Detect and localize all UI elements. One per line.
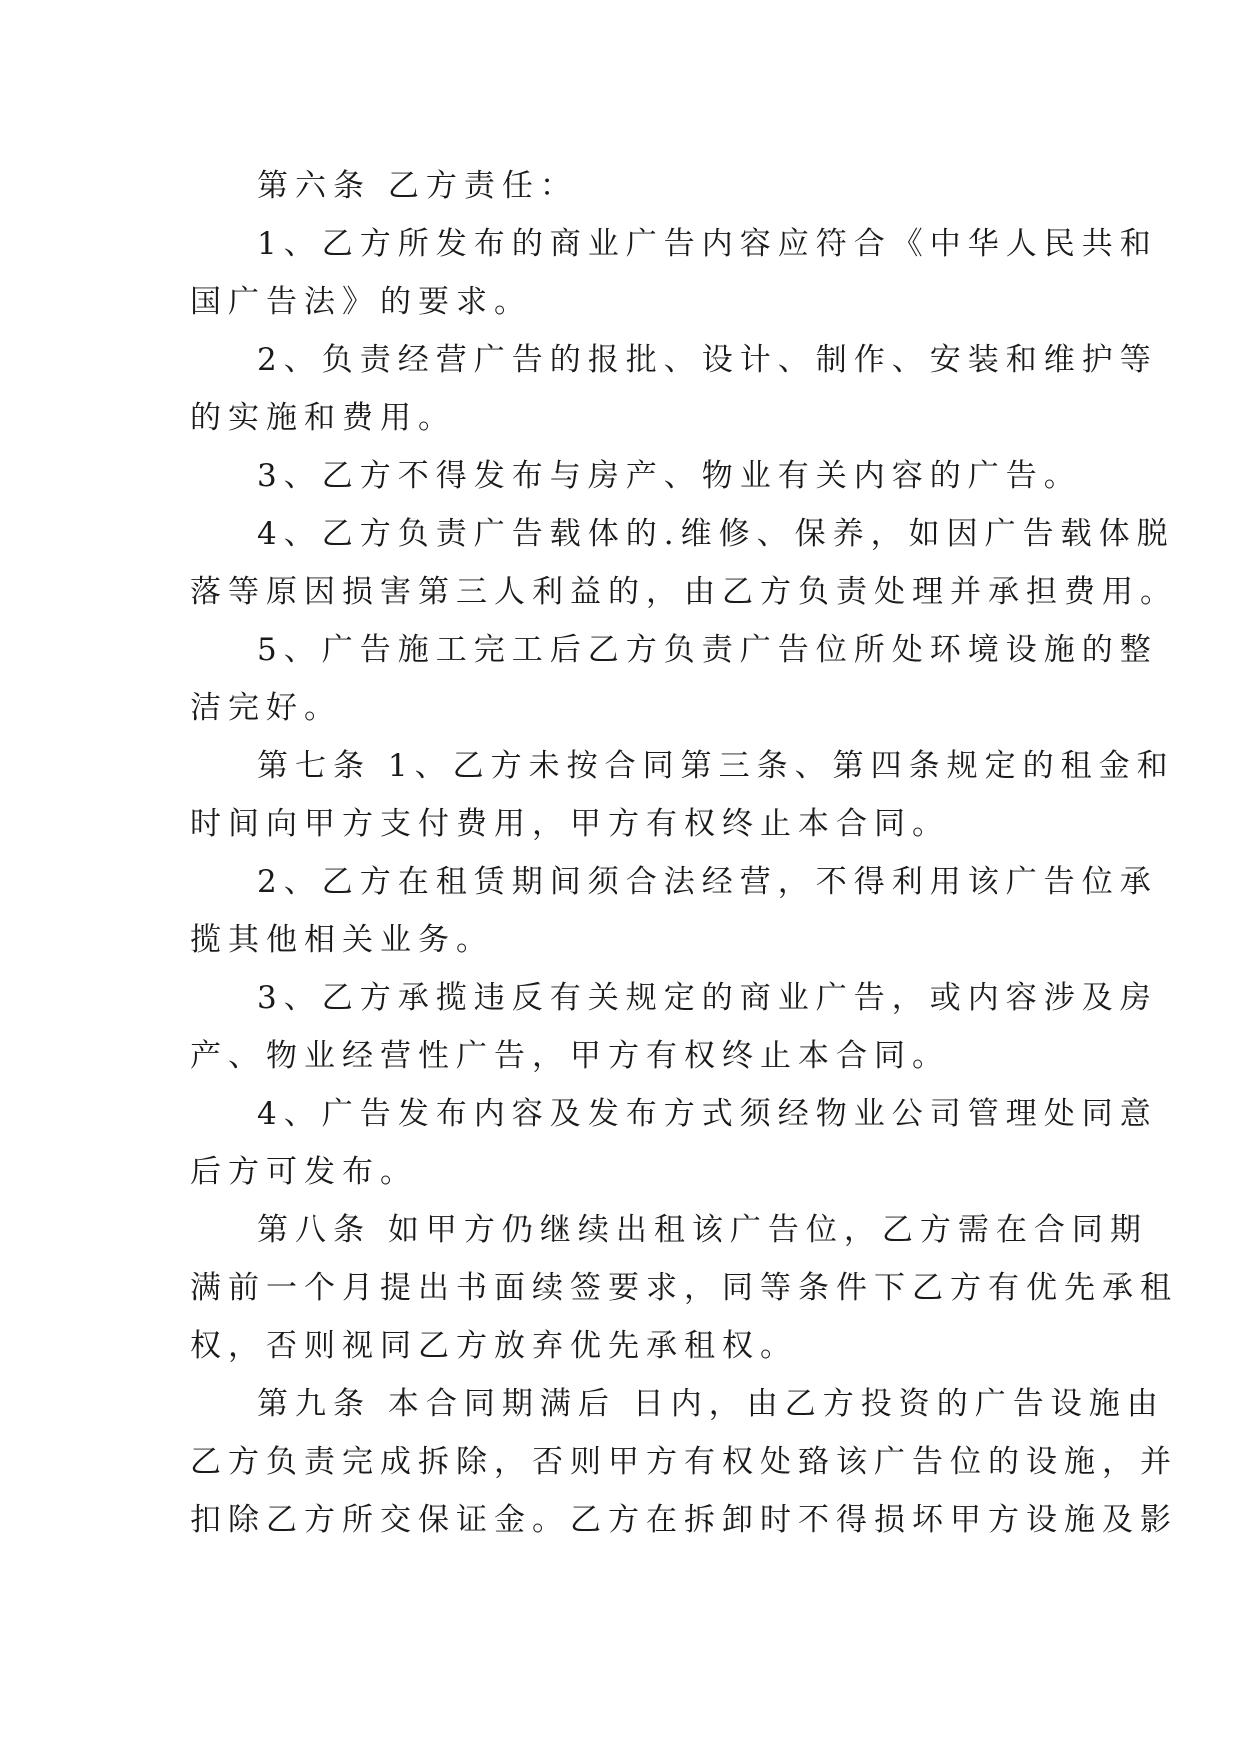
article-6-clause-3: 3、乙方不得发布与房产、物业有关内容的广告。	[257, 458, 1082, 494]
article-7-clause-2: 2、乙方在租赁期间须合法经营，不得利用该广告位承	[257, 864, 1158, 900]
article-8: 第八条 如甲方仍继续出租该广告位，乙方需在合同期	[257, 1212, 1148, 1248]
article-6-clause-5-cont: 洁完好。	[190, 690, 342, 726]
article-8-cont-1: 满前一个月提出书面续签要求，同等条件下乙方有优先承租	[190, 1270, 1178, 1306]
article-9-cont-1: 乙方负责完成拆除，否则甲方有权处臵该广告位的设施，并	[190, 1444, 1178, 1480]
article-6-clause-5: 5、广告施工完工后乙方负责广告位所处环境设施的整	[257, 632, 1158, 668]
article-6-clause-4-cont: 落等原因损害第三人利益的，由乙方负责处理并承担费用。	[190, 574, 1178, 610]
article-7-clause-1-cont: 时间向甲方支付费用，甲方有权终止本合同。	[190, 806, 950, 842]
article-6-clause-2-cont: 的实施和费用。	[190, 400, 456, 436]
article-7-clause-3-cont: 产、物业经营性广告，甲方有权终止本合同。	[190, 1038, 950, 1074]
article-7-clause-4-cont: 后方可发布。	[190, 1154, 418, 1190]
article-6-clause-1-cont: 国广告法》的要求。	[190, 284, 532, 320]
article-7-clause-1: 第七条 1、乙方未按合同第三条、第四条规定的租金和	[257, 748, 1175, 784]
article-9-cont-2: 扣除乙方所交保证金。乙方在拆卸时不得损坏甲方设施及影	[190, 1502, 1178, 1538]
article-6-heading: 第六条 乙方责任：	[257, 168, 578, 204]
article-9: 第九条 本合同期满后 日内，由乙方投资的广告设施由	[257, 1386, 1165, 1422]
article-6-clause-4: 4、乙方负责广告载体的.维修、保养，如因广告载体脱	[257, 516, 1175, 552]
article-7-clause-3: 3、乙方承揽违反有关规定的商业广告，或内容涉及房	[257, 980, 1158, 1016]
article-6-clause-1: 1、乙方所发布的商业广告内容应符合《中华人民共和	[257, 226, 1158, 262]
article-7-clause-4: 4、广告发布内容及发布方式须经物业公司管理处同意	[257, 1096, 1158, 1132]
article-6-clause-2: 2、负责经营广告的报批、设计、制作、安装和维护等	[257, 342, 1158, 378]
article-8-cont-2: 权，否则视同乙方放弃优先承租权。	[190, 1328, 798, 1364]
article-7-clause-2-cont: 揽其他相关业务。	[190, 922, 494, 958]
